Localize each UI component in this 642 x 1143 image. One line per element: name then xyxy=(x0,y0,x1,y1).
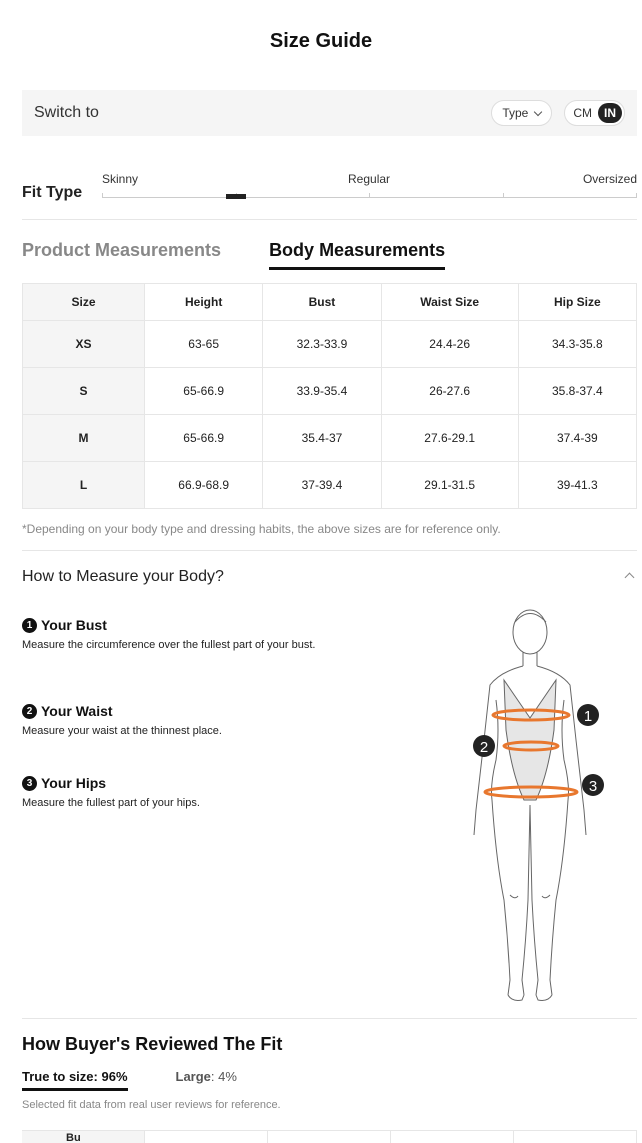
review-tab-value: 96% xyxy=(101,1069,128,1084)
table-header-cell: Hip Size xyxy=(518,284,636,321)
review-fit-tabs xyxy=(22,1069,237,1091)
fit-scale-tick xyxy=(369,193,370,198)
chevron-up-icon[interactable] xyxy=(625,573,635,583)
reviews-title: How Buyer's Reviewed The Fit xyxy=(22,1034,283,1054)
table-row xyxy=(23,368,637,415)
table-cell: 26-27.6 xyxy=(381,368,518,415)
chevron-down-icon xyxy=(534,107,542,115)
table-cell: M xyxy=(23,415,145,462)
table-cell: 33.9-35.4 xyxy=(263,368,381,415)
number-badge: 2 xyxy=(22,704,37,719)
table-cell: 35.8-37.4 xyxy=(518,368,636,415)
table-header-text: Bu xyxy=(66,1132,81,1143)
fit-scale-indicator xyxy=(226,194,246,199)
divider xyxy=(22,219,637,220)
review-tab-label: Large xyxy=(175,1069,211,1084)
unit-toggle[interactable] xyxy=(564,100,625,126)
table-cell: 65-66.9 xyxy=(145,415,263,462)
table-header-row xyxy=(23,284,637,321)
fit-option-oversized: Oversized xyxy=(582,172,637,186)
unit-option-cm[interactable]: CM xyxy=(573,106,592,120)
table-cell: 24.4-26 xyxy=(381,321,518,368)
table-cell: L xyxy=(23,462,145,509)
table-header-cell: Bust xyxy=(263,284,381,321)
marker-label: 1 xyxy=(583,708,593,725)
measure-item-waist xyxy=(22,703,332,738)
table-header-cell xyxy=(145,1131,268,1143)
measure-item-desc: Measure the circumference over the fullest part of your bust. xyxy=(22,639,316,651)
measure-item-title: Your Bust xyxy=(41,617,107,633)
body-figure-illustration xyxy=(460,600,620,1010)
table-cell: 27.6-29.1 xyxy=(381,415,518,462)
table-cell: 65-66.9 xyxy=(145,368,263,415)
number-badge: 3 xyxy=(22,776,37,791)
unit-option-in[interactable]: IN xyxy=(598,103,622,123)
fit-option-regular: Regular xyxy=(348,172,391,186)
table-row xyxy=(23,462,637,509)
divider xyxy=(22,550,637,551)
table-cell: 66.9-68.9 xyxy=(145,462,263,509)
fit-scale-tick xyxy=(503,193,504,198)
measure-item-bust xyxy=(22,617,332,652)
table-cell: 37-39.4 xyxy=(263,462,381,509)
table-header-cell: Height xyxy=(145,284,263,321)
marker-label: 3 xyxy=(588,778,598,795)
how-to-measure-title: How to Measure your Body? xyxy=(22,568,224,585)
table-header-cell: Size xyxy=(23,284,145,321)
measure-item-title: Your Waist xyxy=(41,703,113,719)
page-title: Size Guide xyxy=(269,30,373,52)
tab-product-measurements[interactable]: Product Measurements xyxy=(22,240,222,260)
review-table-header xyxy=(22,1130,637,1143)
review-tab-value: 4% xyxy=(218,1069,237,1084)
fit-scale-tick xyxy=(636,193,637,198)
measure-item-desc: Measure the fullest part of your hips. xyxy=(22,797,200,809)
table-header-cell xyxy=(391,1131,514,1143)
how-to-measure-header[interactable] xyxy=(22,568,637,586)
size-note: *Depending on your body type and dressing habits, the above sizes are for reference only. xyxy=(22,522,501,536)
reviews-note: Selected fit data from real user reviews for reference. xyxy=(22,1099,281,1111)
table-header-cell xyxy=(22,1131,145,1143)
fit-type-scale xyxy=(22,170,637,210)
table-cell: 39-41.3 xyxy=(518,462,636,509)
type-dropdown-button[interactable] xyxy=(491,100,552,126)
review-tab-label: True to size xyxy=(22,1069,94,1084)
table-cell: XS xyxy=(23,321,145,368)
size-table xyxy=(22,283,637,509)
table-cell: 63-65 xyxy=(145,321,263,368)
switch-to-label: Switch to xyxy=(34,104,99,121)
table-header-cell: Waist Size xyxy=(381,284,518,321)
measurement-tabs xyxy=(22,240,445,270)
type-label: Type xyxy=(502,106,529,120)
table-cell: 32.3-33.9 xyxy=(263,321,381,368)
fit-option-skinny: Skinny xyxy=(102,172,139,186)
fit-type-label: Fit Type xyxy=(22,184,83,201)
measure-item-hips xyxy=(22,775,332,810)
table-cell: 34.3-35.8 xyxy=(518,321,636,368)
table-row xyxy=(23,415,637,462)
table-header-cell xyxy=(514,1131,637,1143)
table-header-cell xyxy=(268,1131,391,1143)
unit-switch-bar xyxy=(22,90,637,136)
number-badge: 1 xyxy=(22,618,37,633)
measure-item-desc: Measure your waist at the thinnest place. xyxy=(22,725,222,737)
tab-true-to-size[interactable]: True to size: 96% xyxy=(22,1069,128,1091)
divider xyxy=(22,1018,637,1019)
marker-label: 2 xyxy=(479,739,489,756)
table-cell: 37.4-39 xyxy=(518,415,636,462)
table-row xyxy=(23,321,637,368)
table-cell: 29.1-31.5 xyxy=(381,462,518,509)
table-cell: 35.4-37 xyxy=(263,415,381,462)
measure-item-title: Your Hips xyxy=(41,775,107,791)
tab-body-measurements[interactable]: Body Measurements xyxy=(269,240,445,270)
tab-large[interactable]: Large: 4% xyxy=(175,1069,237,1084)
fit-scale-tick xyxy=(102,193,103,198)
table-cell: S xyxy=(23,368,145,415)
